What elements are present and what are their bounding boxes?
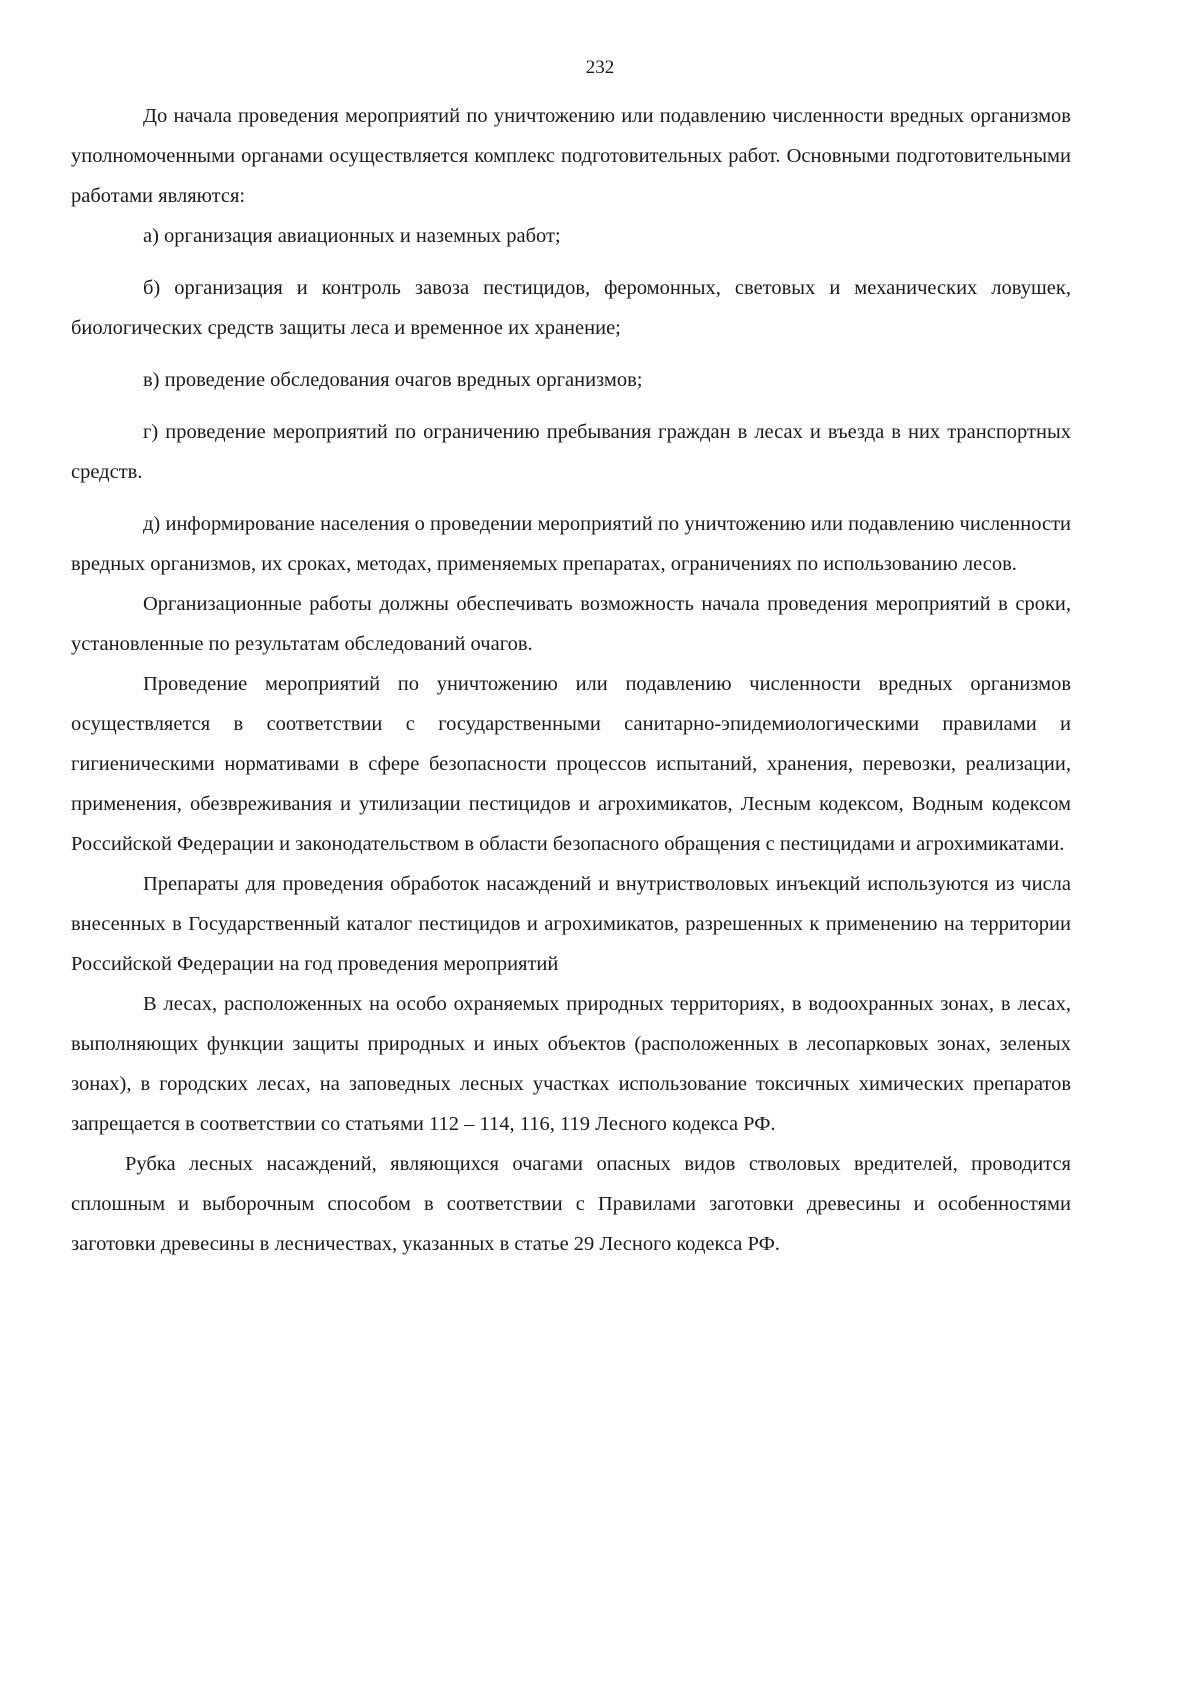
paragraph-regulations: Проведение мероприятий по уничтожению или подавлению численности вредных организмов осуществляется в соответствии с государственными санитарно-эпидемиологическими правилами и гигиеническими нормативами в сфере безопасности процессов испытаний, хранения, перевозки, реализации, применения, обезвреживания и утилизации пестицидов и агрохимикатов, Лесным кодексом, Водным кодексом Российской Федерации и законодательством в области безопасного обращения с пестицидами и агрохимикатами. — [71, 673, 1071, 855]
list-item-d: д) информирование населения о проведении мероприятий по уничтожению или подавлению численности вредных организмов, их сроках, методах, применяемых препаратах, ограничениях по использованию лесов. — [71, 513, 1071, 575]
list-item-b: б) организация и контроль завоза пестицидов, феромонных, световых и механических ловушек, биологических средств защиты леса и временное их хранение; — [71, 277, 1071, 339]
paragraph-preparatory-works: До начала проведения мероприятий по уничтожению или подавлению численности вредных организмов уполномоченными органами осуществляется комплекс подготовительных работ. Основными подготовительными работами являются: — [71, 105, 1071, 207]
paragraph-preparations: Препараты для проведения обработок насаждений и внутристволовых инъекций используются из числа внесенных в Государственный каталог пестицидов и агрохимикатов, разрешенных к применению на территории Российской Федерации на год проведения мероприятий — [71, 873, 1071, 975]
list-item-v: в) проведение обследования очагов вредных организмов; — [143, 369, 643, 391]
paragraph-organizational-works: Организационные работы должны обеспечивать возможность начала проведения мероприятий в сроки, установленные по результатам обследований очагов. — [71, 593, 1071, 655]
list-item-a: а) организация авиационных и наземных работ; — [143, 225, 561, 247]
paragraph-protected-areas: В лесах, расположенных на особо охраняемых природных территориях, в водоохранных зонах, в лесах, выполняющих функции защиты природных и иных объектов (расположенных в лесопарковых зонах, зеленых зонах), в городских лесах, на заповедных лесных участках использование токсичных химических препаратов запрещается в соответствии со статьями 112 – 114, 116, 119 Лесного кодекса РФ. — [71, 993, 1071, 1135]
paragraph-felling: Рубка лесных насаждений, являющихся очагами опасных видов стволовых вредителей, проводится сплошным и выборочным способом в соответствии с Правилами заготовки древесины и особенностями заготовки древесины в лесничествах, указанных в статье 29 Лесного кодекса РФ. — [71, 1153, 1071, 1255]
body-text — [71, 96, 1071, 1264]
list-item-g: г) проведение мероприятий по ограничению пребывания граждан в лесах и въезда в них транспортных средств. — [71, 421, 1071, 483]
page-number: 232 — [585, 57, 615, 78]
